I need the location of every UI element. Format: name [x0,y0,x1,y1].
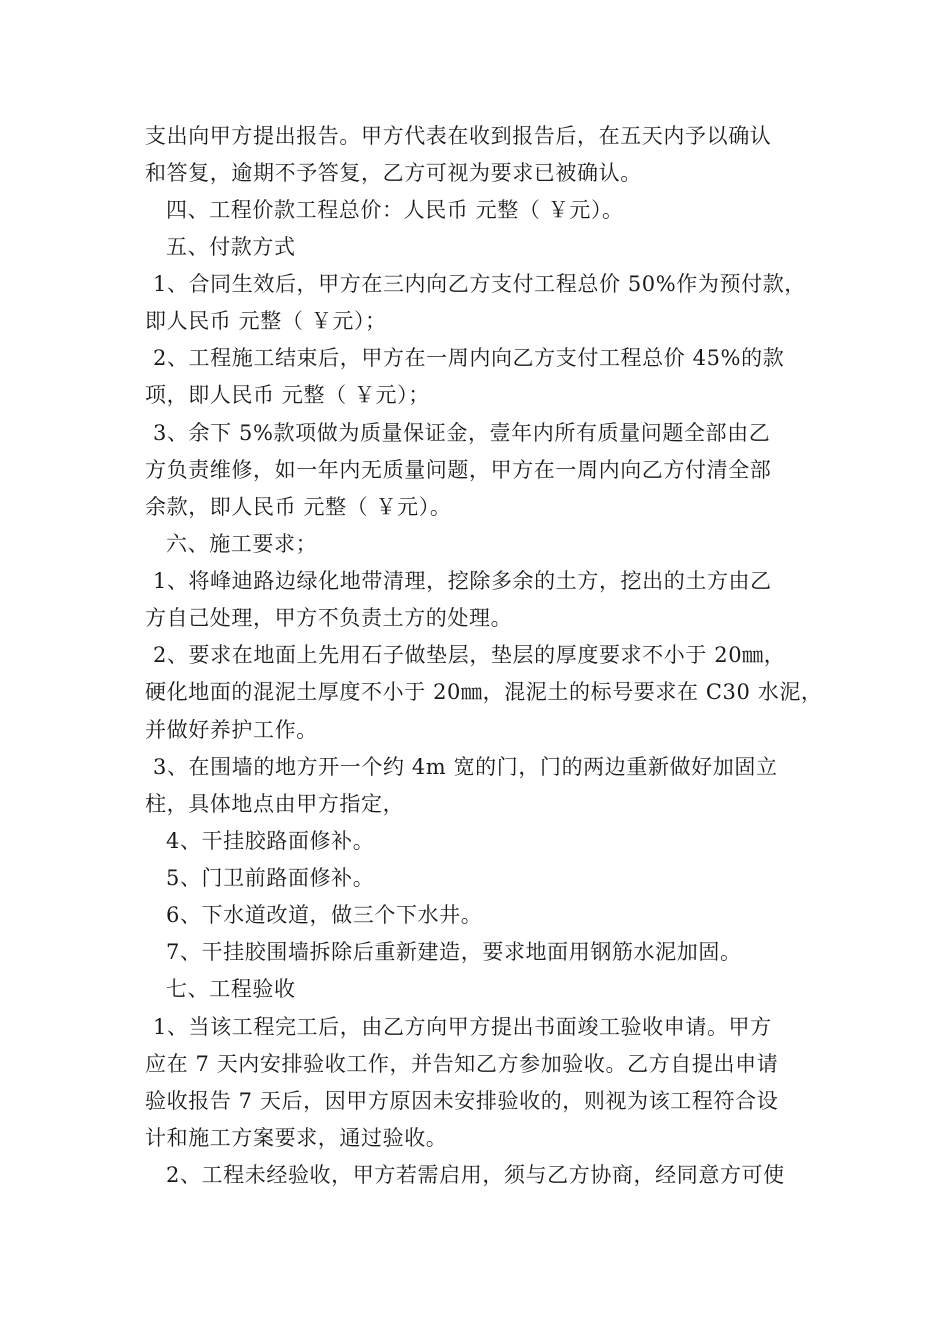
text-line: 3、在围墙的地方开一个约 4m 宽的门，门的两边重新做好加固立 [153,755,778,779]
text-line: 2、要求在地面上先用石子做垫层，垫层的厚度要求不小于 20㎜， [153,643,786,667]
text-line: 余款，即人民币 元整（ ￥元）。 [145,495,452,519]
text-line: 支出向甲方提出报告。甲方代表在收到报告后，在五天内予以确认 [145,124,772,148]
text-line: 方负责维修，如一年内无质量问题，甲方在一周内向乙方付清全部 [145,458,772,482]
text-line: 2、工程施工结束后，甲方在一周内向乙方支付工程总价 45%的款 [153,346,785,370]
text-line: 5、门卫前路面修补。 [166,866,375,890]
text-line: 验收报告 7 天后，因甲方原因未安排验收的，则视为该工程符合设 [145,1089,779,1113]
text-line: 计和施工方案要求，通过验收。 [145,1126,448,1150]
text-line: 1、当该工程完工后，由乙方向甲方提出书面竣工验收申请。甲方 [153,1015,772,1039]
text-line: 1、合同生效后，甲方在三内向乙方支付工程总价 50%作为预付款， [153,272,806,296]
text-line: 7、干挂胶围墙拆除后重新建造，要求地面用钢筋水泥加固。 [166,940,742,964]
text-line: 硬化地面的混泥土厚度不小于 20㎜，混泥土的标号要求在 C30 水泥， [145,680,823,704]
section-heading: 四、工程价款工程总价：人民币 元整（ ￥元）。 [166,198,624,222]
section-heading: 六、施工要求； [166,532,318,556]
text-line: 和答复，逾期不予答复，乙方可视为要求已被确认。 [145,161,642,185]
text-line: 4、干挂胶路面修补。 [166,829,375,853]
text-line: 柱，具体地点由甲方指定， [145,792,405,816]
text-line: 1、将峰迪路边绿化地带清理，挖除多余的土方，挖出的土方由乙 [153,569,772,593]
text-line: 应在 7 天内安排验收工作，并告知乙方参加验收。乙方自提出申请 [145,1052,779,1076]
section-heading: 五、付款方式 [166,235,296,259]
text-line: 6、下水道改道，做三个下水井。 [166,903,483,927]
text-line: 项，即人民币 元整（ ￥元）； [145,383,430,407]
text-line: 即人民币 元整（ ￥元）； [145,309,387,333]
section-heading: 七、工程验收 [166,977,296,1001]
text-line: 方自己处理，甲方不负责土方的处理。 [145,606,513,630]
text-line: 2、工程未经验收，甲方若需启用，须与乙方协商，经同意方可使 [166,1163,785,1187]
text-line: 3、余下 5%款项做为质量保证金，壹年内所有质量问题全部由乙 [153,421,771,445]
text-line: 并做好养护工作。 [145,718,318,742]
